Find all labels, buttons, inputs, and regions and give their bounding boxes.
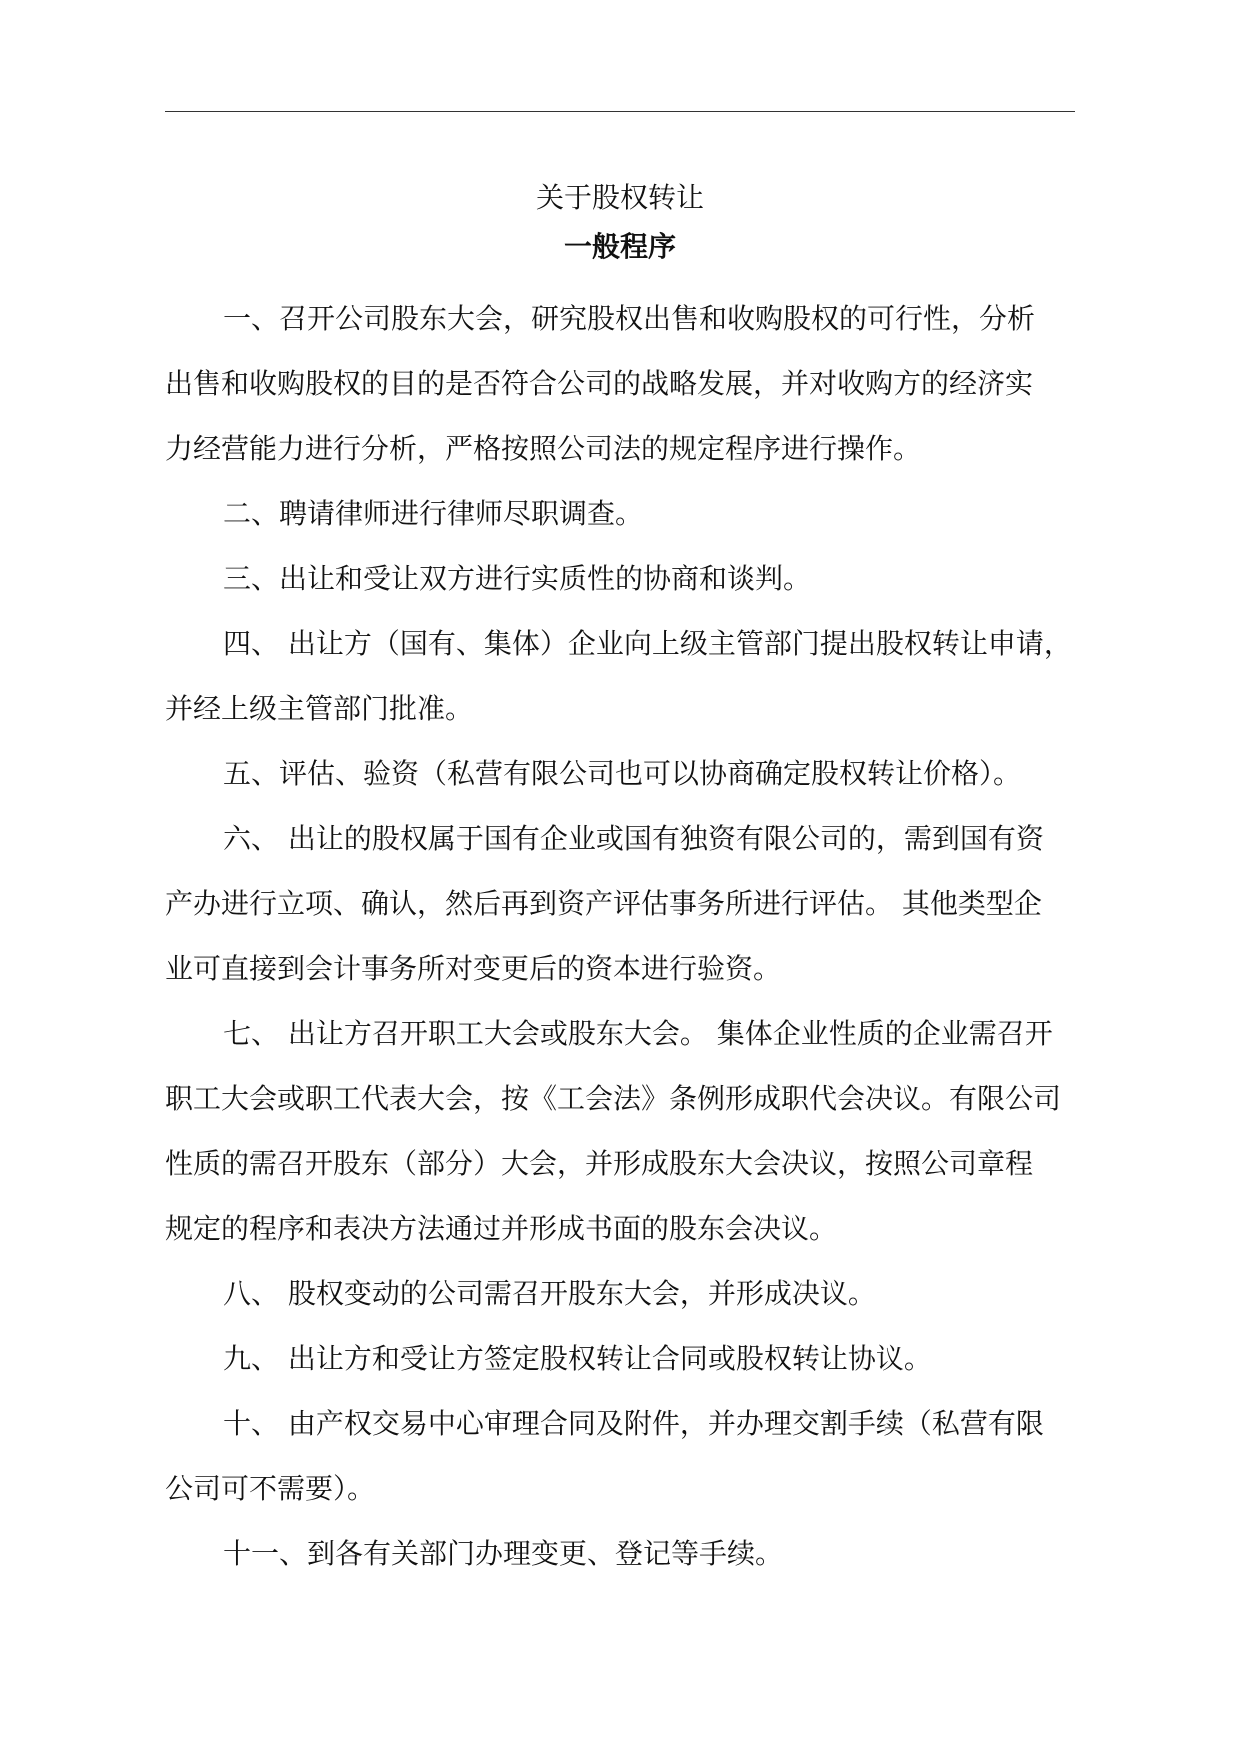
paragraph-7 bbox=[165, 1001, 1085, 1261]
paragraph-line: 十、 由产权交易中心审理合同及附件，并办理交割手续（私营有限 bbox=[223, 1407, 1044, 1440]
paragraph-line: 九、 出让方和受让方签定股权转让合同或股权转让协议。 bbox=[223, 1342, 932, 1375]
paragraph-line: 公司可不需要）。 bbox=[165, 1472, 376, 1505]
paragraph-10 bbox=[165, 1391, 1085, 1521]
paragraph-4 bbox=[165, 611, 1085, 741]
title-block bbox=[165, 172, 1075, 270]
paragraph-line: 六、 出让的股权属于国有企业或国有独资有限公司的，需到国有资 bbox=[223, 822, 1044, 855]
paragraph-line: 七、 出让方召开职工大会或股东大会。 集体企业性质的企业需召开 bbox=[223, 1017, 1053, 1050]
paragraph-9 bbox=[165, 1326, 1085, 1391]
paragraph-line: 业可直接到会计事务所对变更后的资本进行验资。 bbox=[165, 952, 782, 985]
paragraph-line: 职工大会或职工代表大会，按《工会法》条例形成职代会决议。有限公司 bbox=[165, 1082, 1062, 1115]
paragraph-line: 四、 出让方（国有、集体）企业向上级主管部门提出股权转让申请， bbox=[223, 627, 1072, 660]
paragraph-line: 十一、到各有关部门办理变更、登记等手续。 bbox=[223, 1537, 784, 1570]
paragraph-1 bbox=[165, 286, 1085, 481]
header-rule bbox=[165, 111, 1075, 112]
paragraph-line: 一、召开公司股东大会，研究股权出售和收购股权的可行性，分析 bbox=[223, 302, 1036, 335]
document-body bbox=[165, 286, 1085, 1586]
document-subtitle: 一般程序 bbox=[563, 230, 676, 263]
paragraph-line: 三、出让和受让双方进行实质性的协商和谈判。 bbox=[223, 562, 812, 595]
paragraph-line: 产办进行立项、确认，然后再到资产评估事务所进行评估。 其他类型企 bbox=[165, 887, 1042, 920]
paragraph-line: 力经营能力进行分析，严格按照公司法的规定程序进行操作。 bbox=[165, 432, 922, 465]
paragraph-line: 并经上级主管部门批准。 bbox=[165, 692, 474, 725]
paragraph-line: 二、聘请律师进行律师尽职调查。 bbox=[223, 497, 644, 530]
paragraph-11 bbox=[165, 1521, 1085, 1586]
paragraph-8 bbox=[165, 1261, 1085, 1326]
paragraph-line: 性质的需召开股东（部分）大会，并形成股东大会决议，按照公司章程 bbox=[165, 1147, 1034, 1180]
document-title: 关于股权转让 bbox=[535, 181, 704, 214]
paragraph-line: 出售和收购股权的目的是否符合公司的战略发展，并对收购方的经济实 bbox=[165, 367, 1034, 400]
paragraph-2 bbox=[165, 481, 1085, 546]
paragraph-line: 五、评估、验资（私营有限公司也可以协商确定股权转让价格）。 bbox=[223, 757, 1022, 790]
paragraph-line: 规定的程序和表决方法通过并形成书面的股东会决议。 bbox=[165, 1212, 838, 1245]
paragraph-5 bbox=[165, 741, 1085, 806]
paragraph-6 bbox=[165, 806, 1085, 1001]
paragraph-line: 八、 股权变动的公司需召开股东大会，并形成决议。 bbox=[223, 1277, 876, 1310]
paragraph-3 bbox=[165, 546, 1085, 611]
